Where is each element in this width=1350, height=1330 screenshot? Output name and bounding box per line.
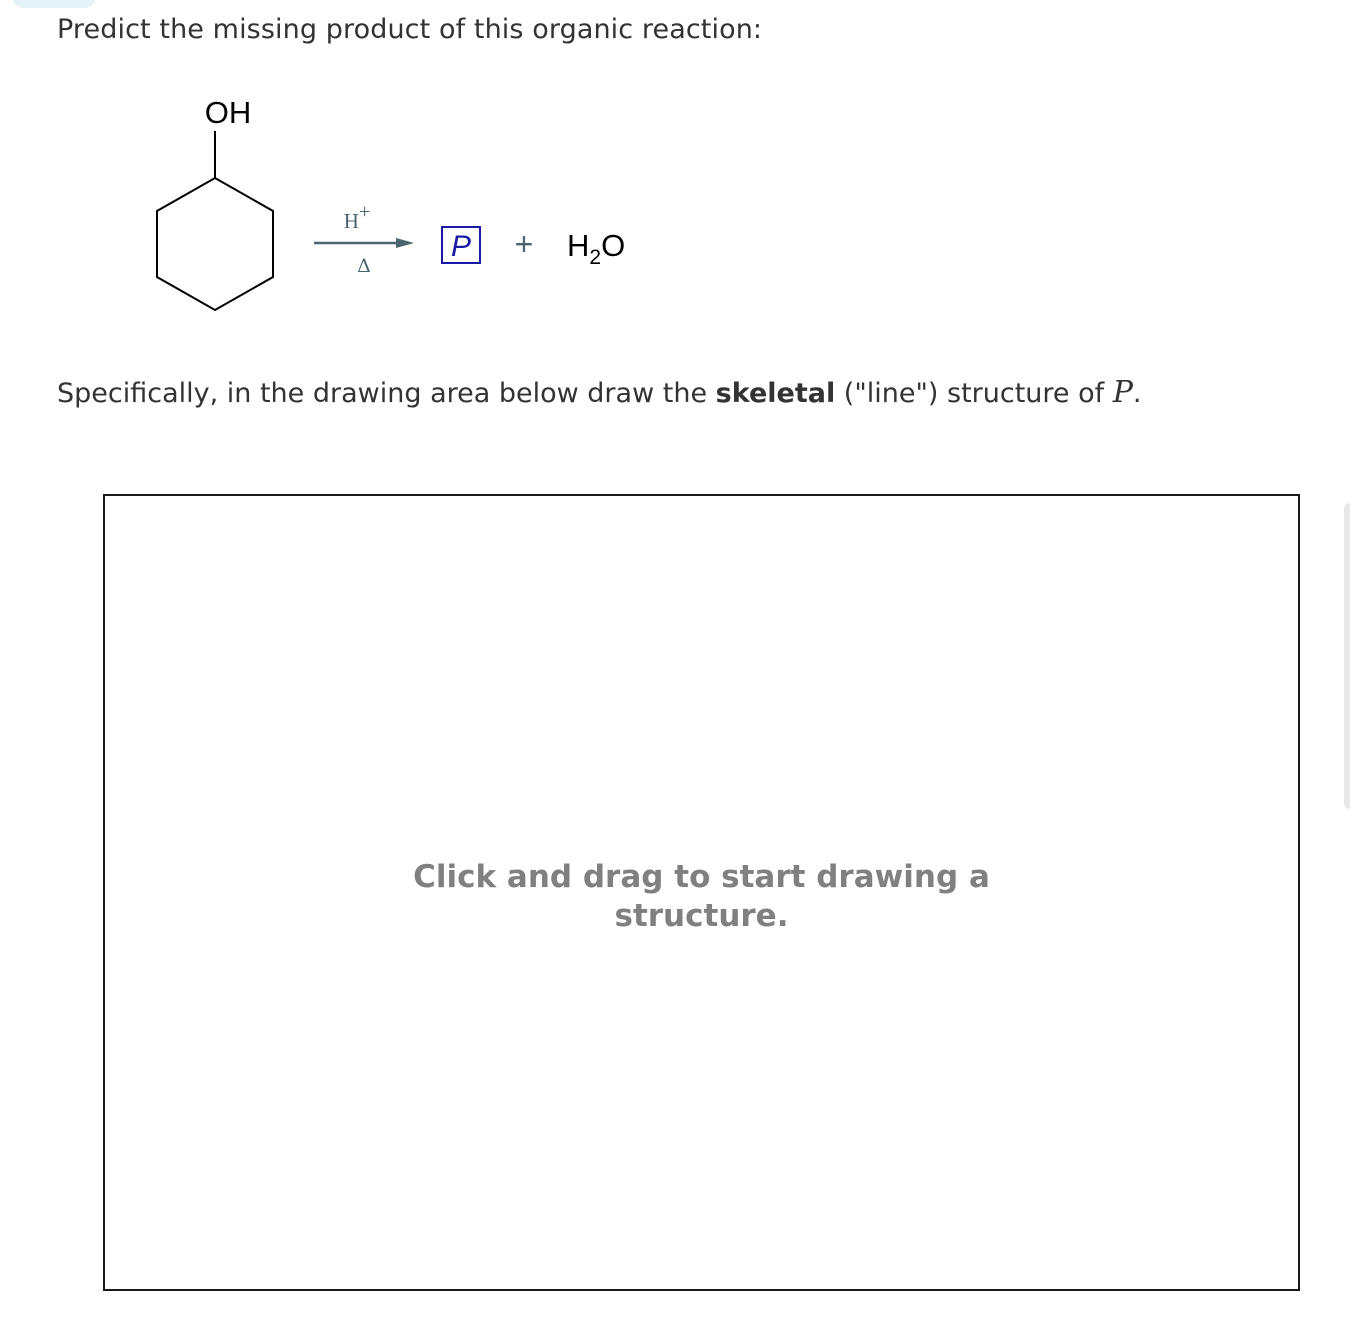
instruction-bold: skeletal bbox=[715, 378, 836, 409]
instruction-text-1: Specifically, in the drawing area below draw the bbox=[57, 378, 716, 409]
reagent-acid bbox=[344, 201, 370, 233]
product-label: P bbox=[450, 230, 472, 263]
reagent-heat: Δ bbox=[357, 255, 371, 277]
instruction-text-2: ("line") structure of bbox=[835, 378, 1113, 409]
water-o: O bbox=[601, 228, 626, 263]
cyclohexane-ring bbox=[157, 131, 273, 310]
reaction-scheme bbox=[0, 0, 700, 330]
reagent-acid-charge: + bbox=[358, 201, 371, 223]
drawing-hint-line1: Click and drag to start drawing a bbox=[413, 859, 990, 895]
reagent-acid-base: H bbox=[343, 209, 359, 233]
hydroxyl-label: OH bbox=[204, 95, 252, 130]
plus-sign: + bbox=[514, 226, 534, 262]
question-prompt: Predict the missing product of this organic reaction: bbox=[57, 14, 763, 45]
side-panel-handle[interactable] bbox=[1344, 503, 1350, 809]
drawing-hint-line2: structure. bbox=[614, 898, 789, 934]
drawing-hint bbox=[105, 858, 1298, 936]
water-subscript: 2 bbox=[589, 246, 602, 269]
drawing-instruction bbox=[57, 375, 1142, 410]
instruction-variable: P bbox=[1112, 375, 1133, 410]
water-formula bbox=[567, 228, 625, 269]
ring-bonds bbox=[157, 178, 273, 310]
water-h: H bbox=[567, 228, 590, 263]
instruction-period: . bbox=[1132, 378, 1142, 409]
structure-drawing-canvas[interactable] bbox=[103, 494, 1300, 1291]
reaction-arrow bbox=[314, 238, 414, 248]
